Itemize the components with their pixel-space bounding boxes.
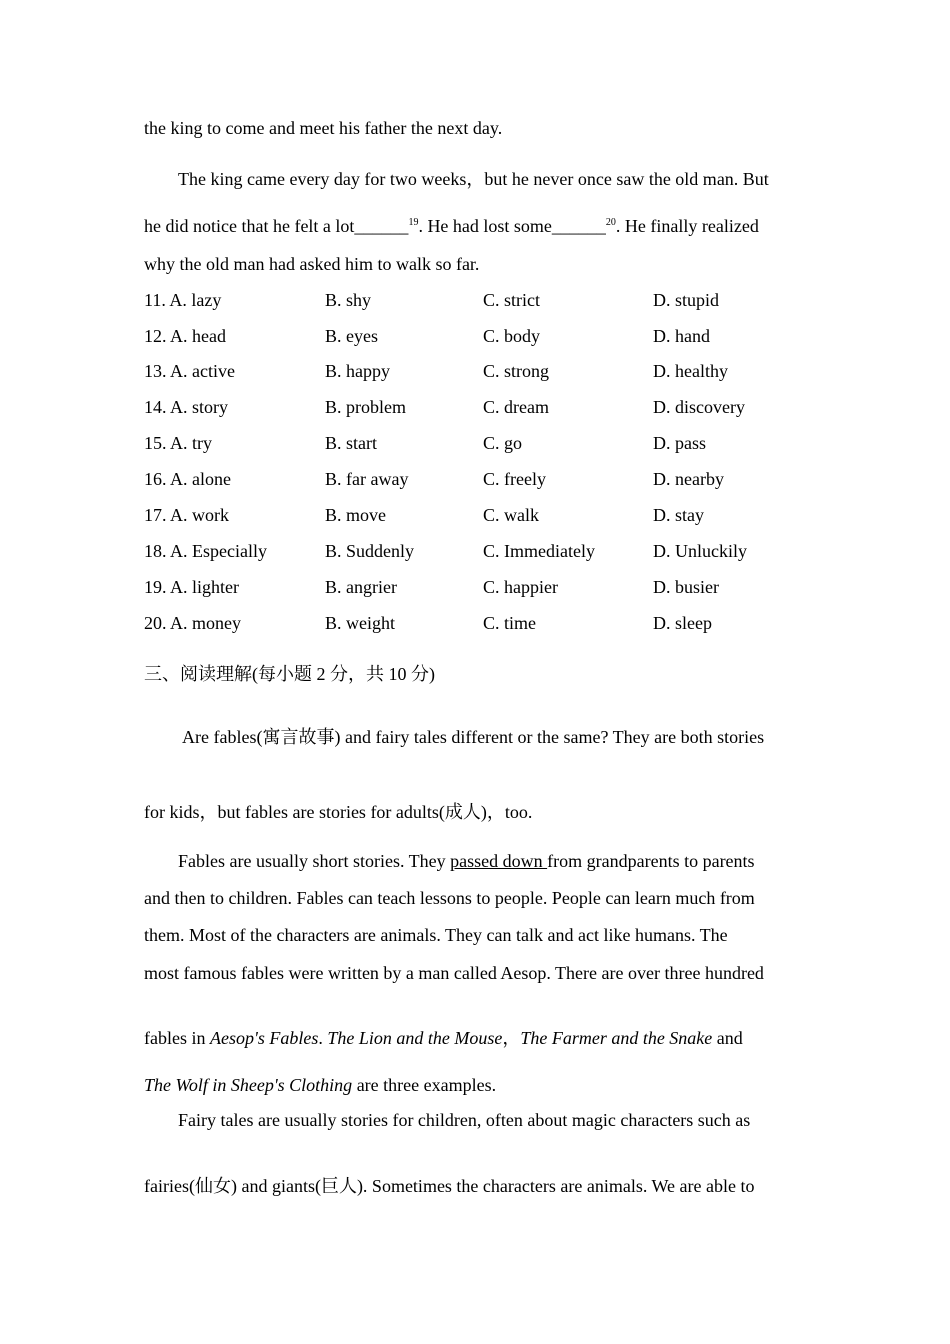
section-heading: 三、阅读理解(每小题 2 分，共 10 分) — [144, 664, 435, 684]
blank-number-20: 20 — [605, 217, 616, 228]
option-b: B. shy — [325, 290, 372, 310]
option-a: 15. A. try — [144, 433, 213, 453]
option-d: D. stay — [653, 505, 704, 525]
option-b: B. far away — [325, 469, 409, 489]
text-segment: . He had lost some______ — [418, 216, 606, 236]
option-a: 12. A. head — [144, 326, 226, 346]
text-line: why the old man had asked him to walk so far. — [144, 254, 480, 274]
text-segment: he did notice that he felt a lot______ — [144, 216, 409, 236]
option-d: D. stupid — [653, 290, 720, 310]
option-b: B. eyes — [325, 326, 378, 346]
text-segment: fables in — [144, 1028, 210, 1048]
option-b: B. start — [325, 433, 377, 453]
option-d: D. Unluckily — [653, 541, 747, 561]
option-c: C. Immediately — [483, 541, 595, 561]
blank-number-19: 19 — [408, 217, 419, 228]
option-d: D. hand — [653, 326, 710, 346]
text-line: fairies(仙女) and giants(巨人). Sometimes the characters are animals. We are able to — [144, 1176, 755, 1196]
question-row-17 — [144, 505, 844, 529]
option-d: D. healthy — [653, 361, 728, 381]
text-line — [144, 216, 759, 238]
option-a: 13. A. active — [144, 361, 235, 381]
question-row-20 — [144, 613, 844, 637]
option-d: D. nearby — [653, 469, 724, 489]
text-segment: Fables are usually short stories. They — [178, 851, 451, 871]
text-segment: are three examples. — [352, 1075, 497, 1095]
question-row-16 — [144, 469, 844, 493]
option-c: C. time — [483, 613, 536, 633]
text-line: them. Most of the characters are animals. They can talk and act like humans. The — [144, 925, 728, 945]
option-a: 19. A. lighter — [144, 577, 239, 597]
text-segment: from grandparents to parents — [547, 851, 755, 871]
option-a: 14. A. story — [144, 397, 229, 417]
question-row-11 — [144, 290, 844, 314]
fable-title: The Lion and the Mouse — [327, 1028, 503, 1048]
option-b: B. weight — [325, 613, 395, 633]
text-line — [144, 1075, 496, 1097]
option-c: C. strong — [483, 361, 550, 381]
text-segment: . — [318, 1028, 328, 1048]
text-line: most famous fables were written by a man called Aesop. There are over three hundred — [144, 963, 764, 983]
question-row-14 — [144, 397, 844, 421]
question-row-19 — [144, 577, 844, 601]
option-d: D. pass — [653, 433, 706, 453]
option-a: 16. A. alone — [144, 469, 231, 489]
question-row-13 — [144, 361, 844, 385]
question-row-12 — [144, 326, 844, 350]
underlined-phrase: passed down — [450, 851, 548, 871]
option-d: D. sleep — [653, 613, 712, 633]
question-row-18 — [144, 541, 844, 565]
option-c: C. body — [483, 326, 541, 346]
option-d: D. discovery — [653, 397, 745, 417]
option-b: B. Suddenly — [325, 541, 415, 561]
option-d: D. busier — [653, 577, 719, 597]
book-title: Aesop's Fables — [209, 1028, 319, 1048]
text-line — [144, 1028, 743, 1050]
text-segment: . He finally realized — [615, 216, 759, 236]
fable-title: The Farmer and the Snake — [520, 1028, 713, 1048]
text-line: The king came every day for two weeks，but he never once saw the old man. But — [178, 169, 769, 189]
option-a: 20. A. money — [144, 613, 241, 633]
fable-title: The Wolf in Sheep's Clothing — [144, 1075, 353, 1095]
option-c: C. dream — [483, 397, 549, 417]
text-line: for kids，but fables are stories for adults(成人)，too. — [144, 802, 533, 822]
option-b: B. move — [325, 505, 386, 525]
text-segment: ， — [502, 1028, 521, 1048]
option-c: C. happier — [483, 577, 558, 597]
text-line: and then to children. Fables can teach lessons to people. People can learn much from — [144, 888, 755, 908]
option-b: B. happy — [325, 361, 390, 381]
option-b: B. problem — [325, 397, 406, 417]
question-row-15 — [144, 433, 844, 457]
option-c: C. freely — [483, 469, 546, 489]
option-c: C. strict — [483, 290, 540, 310]
option-a: 18. A. Especially — [144, 541, 267, 561]
text-line — [178, 851, 755, 873]
option-a: 11. A. lazy — [144, 290, 222, 310]
option-c: C. go — [483, 433, 523, 453]
text-line: Are fables(寓言故事) and fairy tales different or the same? They are both stories — [182, 727, 765, 747]
option-b: B. angrier — [325, 577, 397, 597]
option-a: 17. A. work — [144, 505, 229, 525]
text-segment: and — [712, 1028, 743, 1048]
option-c: C. walk — [483, 505, 539, 525]
text-line: the king to come and meet his father the next day. — [144, 118, 503, 138]
text-line: Fairy tales are usually stories for children, often about magic characters such as — [178, 1110, 751, 1130]
